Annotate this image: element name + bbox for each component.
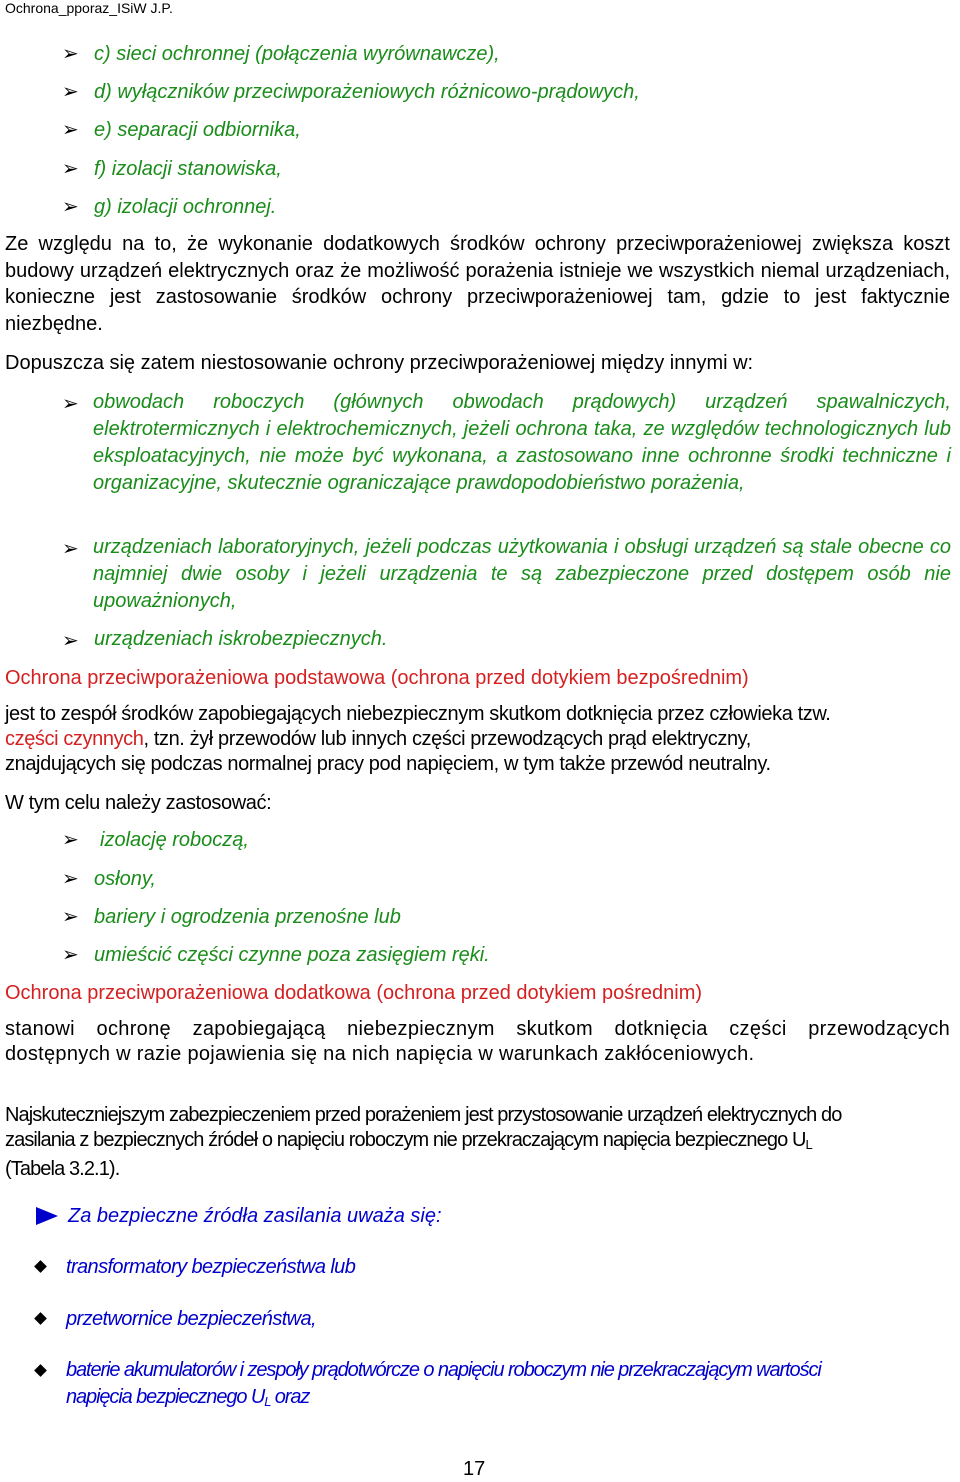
list-item: transformatory bezpieczeństwa lub bbox=[66, 1256, 356, 1278]
list-item: f) izolacji stanowiska, bbox=[94, 158, 282, 180]
list-item-line bbox=[66, 1384, 821, 1415]
list-item: izolację roboczą, bbox=[100, 829, 249, 851]
list-item bbox=[66, 1357, 821, 1415]
diamond-bullet-icon bbox=[34, 1260, 47, 1273]
heading-basic-protection: Ochrona przeciwporażeniowa podstawowa (ochrona przed dotykiem bezpośrednim) bbox=[5, 667, 749, 689]
safe-voltage-line: Najskuteczniejszym zabezpieczeniem przed porażeniem jest przystosowanie urządzeń elektrycznych do bbox=[5, 1104, 842, 1126]
list-item: umieścić części czynne poza zasięgiem ręki. bbox=[94, 944, 490, 966]
list-item: e) separacji odbiornika, bbox=[94, 119, 301, 141]
arrow-bullet-icon: ➢ bbox=[62, 538, 79, 560]
list-item: osłony, bbox=[94, 868, 156, 890]
arrow-bullet-icon: ➢ bbox=[62, 158, 79, 180]
page-header: Ochrona_pporaz_ISiW J.P. bbox=[5, 0, 173, 16]
arrow-bullet-icon: ➢ bbox=[62, 196, 79, 218]
list-item-text: napięcia bezpiecznego U bbox=[66, 1386, 265, 1408]
paragraph-cost: Ze względu na to, że wykonanie dodatkowych środków ochrony przeciwporażeniowej zwiększa koszt budowy urządzeń elektrycznych oraz że możliwość porażenia istnieje we wszystkich niemal urządzeniach, konieczne jest zastosowanie środków ochrony przeciwporażeniowej tam, gdzie to jest faktycznie niezbędne. bbox=[5, 233, 950, 335]
arrow-bullet-icon: ➢ bbox=[62, 906, 79, 928]
safe-voltage-text: zasilania z bezpiecznych źródeł o napięciu roboczym nie przekraczającym napięcia bezpiecznego U bbox=[5, 1129, 806, 1151]
paragraph-safe-voltage bbox=[5, 1103, 950, 1182]
arrow-bullet-icon: ➢ bbox=[62, 868, 79, 890]
subscript-l: L bbox=[264, 1394, 271, 1409]
list-item: g) izolacji ochronnej. bbox=[94, 196, 277, 218]
definition-line: jest to zespół środków zapobiegających niebezpiecznym skutkom dotknięcia przez człowieka tzw. bbox=[5, 703, 831, 725]
arrow-bullet-icon: ➢ bbox=[62, 81, 79, 103]
list-item-line: baterie akumulatorów i zespoły prądotwórcze o napięciu roboczym nie przekraczającym wartości bbox=[66, 1359, 821, 1381]
list-item: c) sieci ochronnej (połączenia wyrównawcze), bbox=[94, 43, 500, 65]
list-item: urządzeniach iskrobezpiecznych. bbox=[94, 628, 388, 650]
list-item: d) wyłączników przeciwporażeniowych różnicowo-prądowych, bbox=[94, 81, 640, 103]
arrow-bullet-icon: ➢ bbox=[62, 829, 79, 851]
heading-safe-sources: Za bezpieczne źródła zasilania uważa się: bbox=[68, 1205, 442, 1227]
list-item: urządzeniach laboratoryjnych, jeżeli podczas użytkowania i obsługi urządzeń są stale obecne co najmniej dwie osoby i jeżeli urządzenia te są zabezpieczone przed dostępem osób nie upoważnionych, bbox=[93, 536, 951, 612]
arrow-bullet-icon: ➢ bbox=[62, 393, 79, 415]
paragraph-purpose: W tym celu należy zastosować: bbox=[5, 792, 272, 814]
heading-additional-protection: Ochrona przeciwporażeniowa dodatkowa (ochrona przed dotykiem pośrednim) bbox=[5, 982, 703, 1004]
diamond-bullet-icon bbox=[34, 1364, 47, 1377]
paragraph-exceptions-intro: Dopuszcza się zatem niestosowanie ochrony przeciwporażeniowej między innymi w: bbox=[5, 352, 754, 374]
definition-line bbox=[5, 727, 950, 752]
definition-line: znajdujących się podczas normalnej pracy pod napięciem, w tym także przewód neutralny. bbox=[5, 753, 771, 775]
list-item-text: oraz bbox=[270, 1386, 310, 1408]
paragraph-additional-definition: stanowi ochronę zapobiegającą niebezpiecznym skutkom dotknięcia części przewodzących dostępnych w razie pojawienia się na nich napięcia w warunkach zakłóceniowych. bbox=[5, 1018, 950, 1065]
list-item: obwodach roboczych (głównych obwodach prądowych) urządzeń spawalniczych, elektrotermicznych i elektrochemicznych, jeżeli ochrona taka, ze względów technologicznych lub eksploatacyjnych, nie może być wykonana, a zastosowano inne ochronne środki techniczne i organizacyjne, skutecznie ograniczające prawdopodobieństwo porażenia, bbox=[93, 391, 951, 494]
list-item: przetwornice bezpieczeństwa, bbox=[66, 1308, 316, 1330]
list-item: bariery i ogrodzenia przenośne lub bbox=[94, 906, 401, 928]
paragraph-basic-definition bbox=[5, 702, 950, 777]
arrow-bullet-icon: ➢ bbox=[62, 630, 79, 652]
diamond-bullet-icon bbox=[34, 1312, 47, 1325]
arrow-bullet-icon: ➢ bbox=[62, 944, 79, 966]
definition-line-rest: , tzn. żył przewodów lub innych części przewodzących prąd elektryczny, bbox=[143, 728, 751, 750]
arrow-bullet-icon: ➢ bbox=[62, 119, 79, 141]
live-parts-term: części czynnych bbox=[5, 728, 144, 750]
page-number: 17 bbox=[463, 1458, 486, 1480]
arrow-bullet-icon: ➢ bbox=[62, 43, 79, 65]
triangle-bullet-icon bbox=[36, 1207, 58, 1225]
safe-voltage-line bbox=[5, 1128, 950, 1157]
subscript-l: L bbox=[805, 1137, 812, 1152]
safe-voltage-line: (Tabela 3.2.1). bbox=[5, 1158, 120, 1180]
